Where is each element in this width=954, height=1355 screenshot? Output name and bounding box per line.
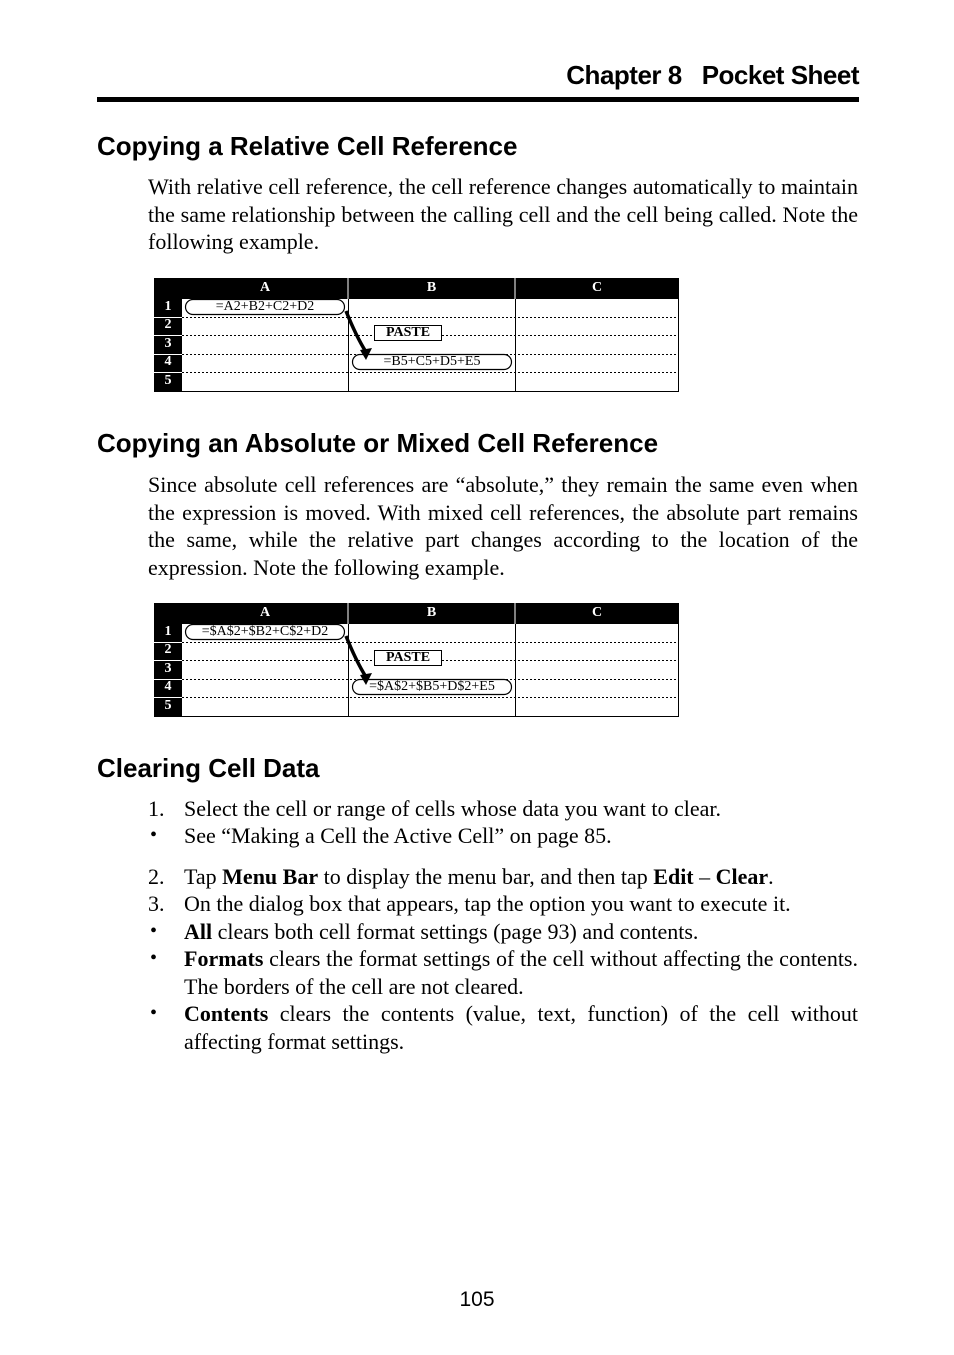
- column-header-a: A: [259, 280, 271, 295]
- section-heading-absolute: Copying an Absolute or Mixed Cell Reference: [97, 428, 659, 458]
- column-header-b: B: [426, 605, 437, 620]
- section-heading-relative: Copying a Relative Cell Reference: [97, 131, 518, 161]
- row-header-2: 2: [164, 317, 172, 332]
- step-text-part: to display the menu bar, and then tap: [318, 864, 654, 889]
- step-text: Select the cell or range of cells whose data you want to clear.: [184, 796, 721, 821]
- section-body-absolute: Since absolute cell references are “absolute,” they remain the same even when the expression is moved. With mixed cell references, the absolute part remains the same, while the relative part changes according to the location of the expression. Note the following example.: [148, 472, 858, 580]
- menu-bar-term: Menu Bar: [222, 864, 319, 889]
- chapter-title: Pocket Sheet: [701, 60, 859, 90]
- row-header-1: 1: [164, 624, 172, 639]
- step-number: 2.: [148, 864, 165, 889]
- running-head: [566, 60, 859, 91]
- list-item: [148, 945, 858, 1000]
- list-item: [148, 822, 858, 850]
- column-header-b: B: [426, 280, 437, 295]
- section-body-relative: With relative cell reference, the cell reference changes automatically to maintain the same relationship between the calling cell and the cell being called. Note the following example.: [148, 174, 858, 254]
- step-text: [184, 918, 858, 946]
- step-text: [184, 1000, 858, 1055]
- bullet-icon: •: [150, 920, 158, 942]
- result-formula: =$A$2+$B5+D$2+E5: [369, 679, 495, 694]
- step-text-part: .: [768, 864, 774, 889]
- chapter-number: Chapter 8: [566, 60, 682, 90]
- row-header-2: 2: [164, 642, 172, 657]
- row-header-3: 3: [164, 661, 172, 676]
- bullet-icon: •: [150, 824, 158, 846]
- step-number: 3.: [148, 891, 165, 916]
- row-header-4: 4: [164, 679, 172, 694]
- option-formats: Formats: [184, 946, 264, 971]
- source-formula: =$A$2+$B2+C$2+D2: [201, 624, 329, 639]
- result-formula: =B5+C5+D5+E5: [383, 354, 481, 369]
- row-header-4: 4: [164, 354, 172, 369]
- paste-label: PASTE: [385, 325, 431, 340]
- step-text: [184, 945, 858, 1000]
- column-header-c: C: [591, 605, 603, 620]
- page-header: [97, 58, 859, 102]
- row-header-5: 5: [164, 698, 172, 713]
- column-header-a: A: [259, 605, 271, 620]
- list-item: [148, 863, 858, 891]
- step-text-part: clears the contents (value, text, function) of the cell without affecting format settings.: [184, 1001, 858, 1054]
- page-number: 105: [459, 1288, 495, 1311]
- list-item: [148, 918, 858, 946]
- step-text-part: –: [693, 864, 716, 889]
- clear-term: Clear: [715, 864, 769, 889]
- row-header-1: 1: [164, 299, 172, 314]
- option-all: All: [184, 919, 213, 944]
- step-text-part: clears the format settings of the cell without affecting the contents. The borders of the cell are not cleared.: [184, 946, 858, 999]
- list-item: [148, 890, 858, 918]
- column-header-c: C: [591, 280, 603, 295]
- source-formula: =A2+B2+C2+D2: [215, 299, 315, 314]
- paste-label: PASTE: [385, 650, 431, 665]
- spreadsheet-figure-absolute: [154, 603, 679, 717]
- spreadsheet-figure-relative: [154, 278, 679, 392]
- step-text: See “Making a Cell the Active Cell” on page 85.: [184, 823, 612, 848]
- bullet-icon: •: [150, 947, 158, 969]
- list-item: [148, 1000, 858, 1055]
- step-number: 1.: [148, 796, 165, 821]
- step-text: On the dialog box that appears, tap the option you want to execute it.: [184, 891, 791, 916]
- step-text: [184, 863, 858, 891]
- edit-term: Edit: [653, 864, 694, 889]
- bullet-icon: •: [150, 1002, 158, 1024]
- row-header-5: 5: [164, 373, 172, 388]
- step-text-part: Tap: [184, 864, 223, 889]
- option-contents: Contents: [184, 1001, 269, 1026]
- step-text-part: clears both cell format settings (page 93) and contents.: [212, 919, 699, 944]
- section-heading-clearing: Clearing Cell Data: [97, 753, 320, 783]
- list-item: [148, 795, 858, 823]
- row-header-3: 3: [164, 336, 172, 351]
